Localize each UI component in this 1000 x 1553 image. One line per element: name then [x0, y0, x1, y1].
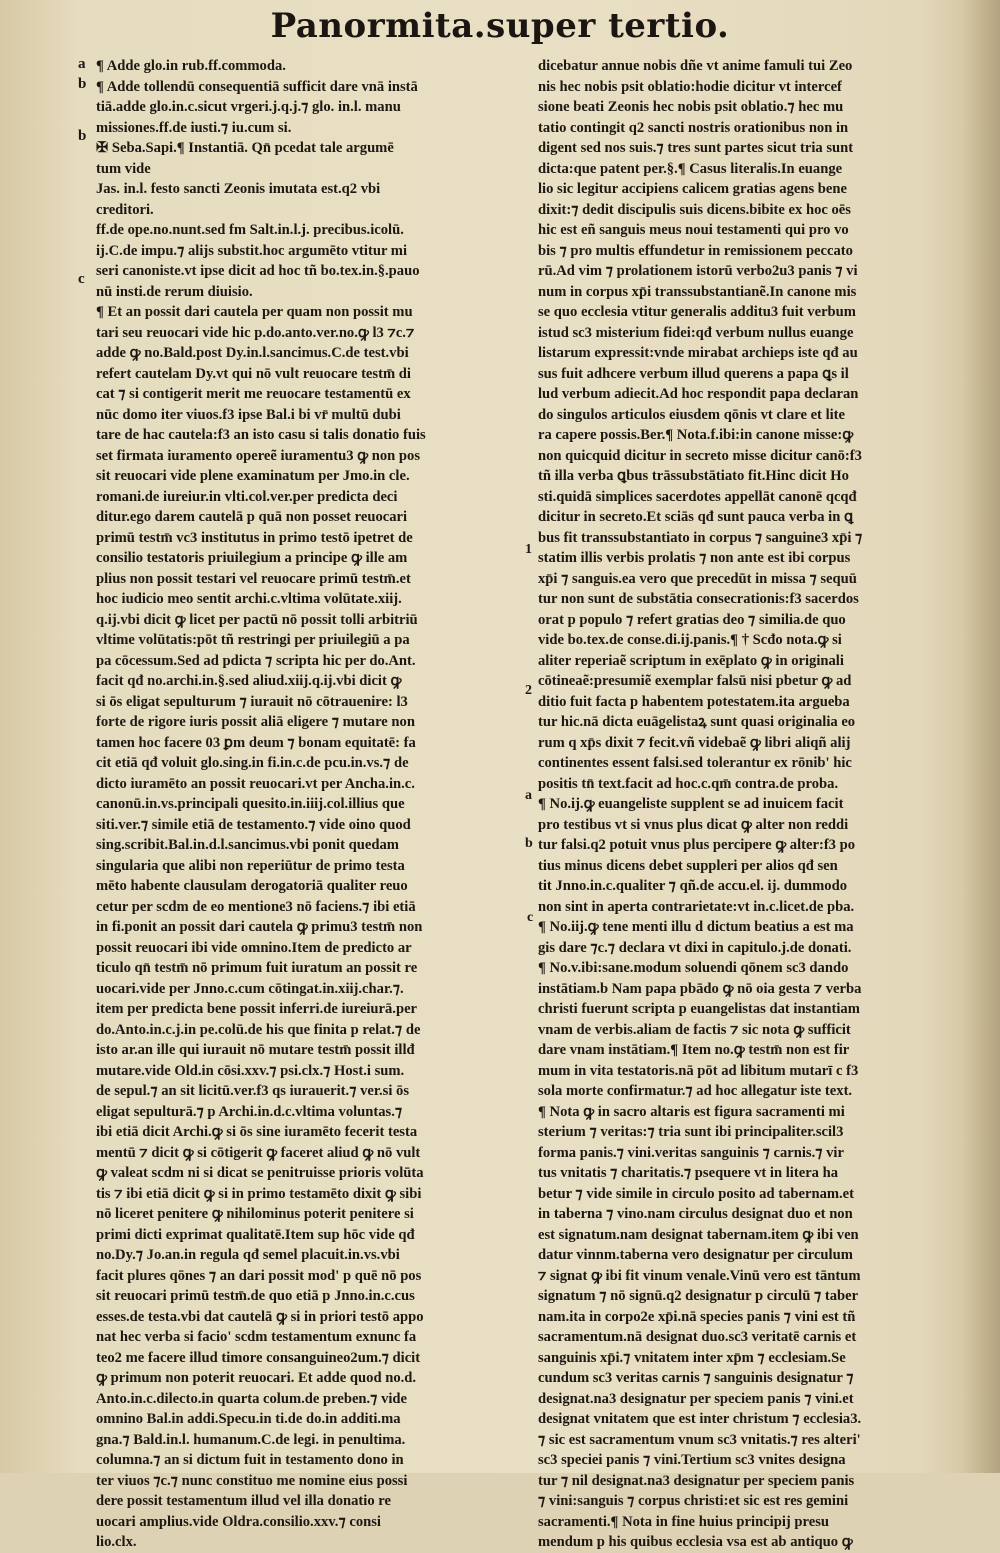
text-line: ditur.ego darem cautelā p quā non posset reuocari	[96, 509, 408, 525]
inner-mark-c: c	[527, 910, 534, 925]
text-line: dixit:⁊ dedit discipulis suis dicens.bibite ex hoc oēs	[538, 201, 851, 218]
text-line: ¶ No.iij.ꝙ tene menti illu d dictum beatius a est ma	[538, 919, 854, 935]
text-line: singularia que alibi non reperiūtur de primo testa	[96, 857, 405, 874]
text-line: sacramenti.¶ Nota in fine huius principij presu	[538, 1513, 829, 1530]
text-line: ij.C.de impu.⁊ alijs substit.hoc argumēto vtitur mi	[96, 242, 408, 259]
text-line: ra capere possis.Ber.¶ Nota.f.ibi:in canone misse:ꝙ	[538, 427, 854, 443]
text-line: non quicquid dicitur in secreto misse dicitur canō:f3	[538, 447, 862, 464]
text-line: teo2 me facere illud timore consanguineo2um.⁊ dicit	[96, 1349, 421, 1366]
inner-mark-a: a	[525, 788, 532, 803]
text-line: esses.de testa.vbi dat cautelā ꝙ si in priori testō appo	[96, 1308, 424, 1325]
text-line: canonū.in.vs.principali quesito.in.iiij.col.illius que	[96, 796, 405, 812]
text-line: non sint in aperta contrarietate:vt in.c.licet.de pba.	[538, 898, 855, 915]
text-line: ter viuos ⁊c.⁊ nunc constituo me nomine eius possi	[96, 1472, 408, 1489]
text-line: vnam de verbis.aliam de factis ⁊ sic nota ꝙ sufficit	[538, 1021, 851, 1038]
text-line: se quo ecclesia vtitur generalis additu3 fuit verbum	[538, 304, 856, 320]
text-line: hoc iudicio meo sentit archi.c.vltima volūtate.xiij.	[96, 591, 402, 607]
right-text-column	[538, 56, 946, 1553]
text-line: nō liceret penitere ꝙ nihilominus poterit penitere si	[96, 1206, 414, 1222]
text-line: ibi etiā dicit Archi.ꝙ si ōs sine iuramēto fecerit testa	[96, 1124, 418, 1140]
text-line: ⁊ sic est sacramentum vnum sc3 vnitatis.⁊ res alteri'	[538, 1431, 861, 1448]
text-line: xp̄i ⁊ sanguis.ea vero que precedūt in missa ⁊ sequū	[538, 570, 857, 587]
text-line: betur ⁊ vide simile in circulo posito ad tabernam.et	[538, 1185, 855, 1202]
text-line: datur vinnm.taberna vero designatur per circulum	[538, 1247, 853, 1263]
text-line: tiā.adde glo.in.c.sicut vrgeri.j.q.j.⁊ glo. in.l. manu	[96, 99, 401, 115]
text-line: cat ⁊ si contigerit merit me reuocare testamentū ex	[96, 386, 411, 402]
text-line: aliter reperiaẽ scriptum in exēplato ꝙ in originali	[538, 652, 844, 669]
margin-mark-b: b	[78, 76, 87, 92]
text-line: de sepul.⁊ an sit licitū.ver.f3 qs iurauerit.⁊ ver.si ōs	[96, 1083, 410, 1099]
text-line: cōtineaẽ:presumiẽ exemplar falsū nisi pbetur ꝙ ad	[538, 673, 852, 689]
text-line: forte de rigore iuris possit aliā eligere ⁊ mutare non	[96, 714, 415, 730]
text-line: adde ꝙ no.Bald.post Dy.in.l.sancimus.C.de test.vbi	[96, 345, 409, 361]
text-line: uocari.vide per Jnno.c.cum cōtingat.in.xiij.char.⁊.	[96, 980, 404, 997]
text-line: do.Anto.in.c.j.in pe.colū.de his que finita p relat.⁊ de	[96, 1021, 421, 1038]
text-line: num in corpus xp̄i transsubstantianẽ.In canone mis	[538, 283, 857, 300]
text-line: q.ij.vbi dicit ꝙ licet per pactū nō possit tolli arbitriū	[96, 611, 418, 628]
text-line: lud verbum adiecit.Ad hoc respondit papa declaran	[538, 386, 859, 402]
text-line: seri canoniste.vt ipse dicit ad hoc tñ bo.tex.in.§.pauo	[96, 263, 420, 279]
text-line: sione beati Zeonis hec nobis psit oblatio.⁊ hec mu	[538, 99, 844, 115]
text-line: facit plures qōnes ⁊ an dari possit mod' p quē nō pos	[96, 1267, 422, 1284]
text-line: tur non sunt de substātia consecrationis:f3 sacerdos	[538, 591, 859, 607]
text-line: ¶ No.ij.ꝙ euangeliste supplent se ad inuicem facit	[538, 796, 844, 812]
text-line: signatum ⁊ nō signū.q2 designatur p circulū ⁊ taber	[538, 1288, 859, 1304]
text-line: ⁊ signat ꝙ ibi fit vinum venale.Vinū vero est tāntum	[538, 1267, 861, 1284]
text-line: mentū ⁊ dicit ꝙ si cōtigerit ꝙ faceret aliud ꝙ nō vult	[96, 1144, 421, 1161]
text-line: gis dare ⁊c.⁊ declara vt dixi in capitulo.j.de donati.	[538, 939, 852, 956]
text-line: item per predicta bene possit inferri.de iureiurā.per	[96, 1001, 418, 1017]
text-line: Anto.in.c.dilecto.in quarta colum.de preben.⁊ vide	[96, 1390, 408, 1407]
left-margin-marks	[0, 56, 96, 756]
text-line: bus fit transsubstantiato in corpus ⁊ sanguine3 xp̄i ⁊	[538, 529, 863, 546]
text-line: istud sc3 misterium fidei:qđ verbum nullus euange	[538, 324, 854, 341]
text-line: designat vnitatem que est inter christum ⁊ ecclesia3.	[538, 1411, 862, 1427]
text-line: sit reuocari vide plene examinatum per Jmo.in cle.	[96, 468, 410, 484]
text-line: possit reuocari ibi vide omnino.Item de predicto ar	[96, 939, 412, 956]
text-line: cetur per scdm de eo mentione3 nō faciens.⁊ ibi etiā	[96, 898, 416, 915]
text-line: tur ⁊ nil designat.na3 designatur per speciem panis	[538, 1472, 855, 1489]
text-line: instātiam.b Nam papa pbādo ꝙ nō oia gesta ⁊ verba	[538, 980, 862, 997]
inner-mark-b: b	[525, 836, 533, 851]
text-line: Jas. in.l. festo sancti Zeonis imutata est.q2 vbi	[96, 181, 381, 197]
margin-mark-a: a	[78, 56, 86, 72]
text-line: plius non possit testari vel reuocare primū testm̄.et	[96, 570, 411, 587]
text-line: sola morte confirmatur.⁊ ad hoc allegatur iste text.	[538, 1083, 853, 1099]
text-line: designat.na3 designatur per speciem panis ⁊ vini.et	[538, 1390, 854, 1407]
text-line: si ōs eligat sepulturum ⁊ iurauit nō cōtrauenire: l3	[96, 693, 408, 710]
inner-mark-2: 2	[525, 683, 532, 698]
text-line: sacramentum.nā designat duo.sc3 veritatē carnis et	[538, 1329, 857, 1345]
text-line: tare de hac cautela:f3 an isto casu si talis donatio fuis	[96, 427, 426, 443]
text-line: consilio testatoris priuilegium a principe ꝙ ille am	[96, 550, 408, 566]
text-line: tamen hoc facere 03 ꝑm deum ⁊ bonam equitatē: fa	[96, 734, 416, 751]
text-line: gna.⁊ Bald.in.l. humanum.C.de legi. in penultima.	[96, 1431, 406, 1448]
text-line: dicebatur annue nobis dñe vt anime famuli tui Zeo	[538, 58, 853, 74]
text-line: isto ar.an ille qui iurauit nō mutare testm̄ possit illđ	[96, 1042, 415, 1058]
text-line: tum vide	[96, 160, 151, 177]
text-line: missiones.ff.de iusti.⁊ iu.cum si.	[96, 119, 292, 136]
text-line: vide bo.tex.de conse.di.ij.panis.¶ † Scđo nota.ꝙ si	[538, 632, 842, 648]
text-line: listarum expressit:vnde mirabat archieps iste qđ au	[538, 345, 858, 361]
text-line: dare vnam instātiam.¶ Item no.ꝙ testm̄ non est fir	[538, 1042, 850, 1058]
text-line: tit Jnno.in.c.qualiter ⁊ qñ.de accu.el. ij. dummodo	[538, 878, 848, 894]
text-line: ¶ Adde glo.in rub.ff.commoda.	[96, 58, 286, 74]
text-line: ticulo qn̄ testm̄ nō primum fuit iuratum an possit re	[96, 960, 418, 976]
text-line: pro testibus vt si vnus plus dicat ꝙ alter non reddi	[538, 816, 849, 833]
text-line: no.Dy.⁊ Jo.an.in regula qđ semel placuit.in.vs.vbi	[96, 1247, 400, 1263]
text-line: mēto habente clausulam derogatoriā qualiter reuo	[96, 878, 408, 894]
text-line: in taberna ⁊ vino.nam circulus designat duo et non	[538, 1206, 853, 1222]
text-line: ⁊ vini:sanguis ⁊ corpus christi:et sic est res gemini	[538, 1493, 849, 1509]
running-head: Panormita.super tertio.	[270, 6, 730, 46]
text-line: ¶ Nota ꝙ in sacro altaris est figura sacramenti mi	[538, 1103, 845, 1120]
left-text-column	[96, 56, 518, 1553]
text-line: orat p populo ⁊ refert gratias deo ⁊ similia.de quo	[538, 611, 846, 628]
text-line: forma panis.⁊ vini.veritas sanguinis ⁊ carnis.⁊ vir	[538, 1144, 844, 1161]
text-line: omnino Bal.in addi.Specu.in ti.de do.in additi.ma	[96, 1411, 401, 1427]
text-line: dere possit testamentum illud vel illa donatio re	[96, 1493, 391, 1509]
text-line: refert cautelam Dy.vt qui nō vult reuocare testm̄ di	[96, 365, 411, 382]
text-line: nū insti.de rerum diuisio.	[96, 283, 253, 300]
text-line: sc3 speciei panis ⁊ vini.Tertium sc3 vnites designa	[538, 1452, 846, 1468]
inner-mark-1: 1	[525, 542, 532, 557]
text-line: sit reuocari primū testm̄.de quo etiā p Jnno.in.c.cus	[96, 1288, 415, 1304]
text-line: facit qđ no.archi.in.§.sed aliud.xiij.q.ij.vbi dicit ꝙ	[96, 673, 402, 689]
text-line: christi fuerunt scripta p euangelistas dat instantiam	[538, 1001, 860, 1017]
text-line: vltime volūtatis:pōt tñ restringi per priuilegiū a pa	[96, 632, 410, 648]
text-line: sus fuit adhcere verbum illud querens a papa ꝗs il	[538, 365, 849, 382]
text-line: ditio fuit facta p habentem potestatem.ita argueba	[538, 693, 850, 710]
text-line: sterium ⁊ veritas:⁊ tria sunt ibi principaliter.scil3	[538, 1124, 844, 1140]
text-line: dicta:que patent per.§.¶ Casus literalis.In euange	[538, 160, 843, 177]
text-line: sing.scribit.Bal.in.d.l.sancimus.vbi ponit quedam	[96, 837, 399, 853]
margin-mark-b-second: b	[78, 128, 87, 144]
text-line: tur hic.nā dicta euāgelistaꝝ sunt quasi originalia eo	[538, 714, 856, 730]
text-line: digent sed nos suis.⁊ tres sunt partes sicut tria sunt	[538, 140, 854, 156]
text-line: dicitur in secreto.Et sciās qđ sunt pauca verba in ꝗ	[538, 509, 854, 525]
text-line: lio.clx.	[96, 1534, 137, 1550]
text-line: mutare.vide Old.in cōsi.xxv.⁊ psi.clx.⁊ Host.i sum.	[96, 1062, 405, 1079]
text-line: tatio contingit q2 sancti nostris orationibus non in	[538, 119, 849, 136]
text-line: lio sic legitur accipiens calicem gratias agens bene	[538, 181, 847, 197]
text-line: ¶ No.v.ibi:sane.modum soluendi qōnem sc3 dando	[538, 960, 849, 976]
text-line: in fi.ponit an possit dari cautela ꝙ primu3 testm̄ non	[96, 919, 423, 935]
text-line: creditori.	[96, 201, 154, 218]
text-line: primi dicti exprimat qualitatē.Item sup hōc vide qđ	[96, 1226, 415, 1243]
margin-mark-c: c	[78, 271, 85, 287]
text-line: ¶ Adde tollendū consequentiā sufficit dare vnā instā	[96, 78, 418, 95]
text-line: nat hec verba si facio' scdm testamentum exnunc fa	[96, 1329, 417, 1345]
text-line: mendum p his quibus ecclesia vsa est ab antiquo ꝙ	[538, 1534, 853, 1550]
text-line: continentes essent falsi.sed tolerantur ex rōnib' hic	[538, 755, 852, 771]
text-line: nam.ita in corpo2e xp̄i.nā species panis ⁊ vini est tñ	[538, 1308, 856, 1325]
text-line: ff.de ope.no.nunt.sed fm Salt.in.l.j. precibus.icolū.	[96, 222, 404, 238]
text-line: tari seu reuocari vide hic p.do.anto.ver.no.ꝙ l3 ⁊c.⁊	[96, 324, 415, 341]
text-line: ✠ Seba.Sapi.¶ Instantiā. Qn̄ pcedat tale argumē	[96, 140, 394, 156]
text-line: ꝙ primum non poterit reuocari. Et adde quod no.d.	[96, 1370, 417, 1386]
text-line: positis tn̄ text.facit ad hoc.c.qm̄ contra.de proba.	[538, 775, 839, 792]
text-line: tñ illa verba ꝗbus trāssubstātiato fit.Hinc dicit Ho	[538, 468, 849, 484]
text-line: rum q xp̄s dixit ⁊ fecit.vñ videbaẽ ꝙ libri aliqñ alij	[538, 734, 851, 751]
text-line: eligat sepulturā.⁊ p Archi.in.d.c.vltima voluntas.⁊	[96, 1103, 403, 1120]
text-line: uocari amplius.vide Oldra.consilio.xxv.⁊ consi	[96, 1513, 381, 1530]
text-line: cundum sc3 veritas carnis ⁊ sanguinis designatur ⁊	[538, 1370, 854, 1386]
text-line: do singulos articulos eiusdem qōnis vt clare et lite	[538, 406, 846, 423]
text-line: nūc domo iter viuos.f3 ipse Bal.i bi vr̄ multū dubi	[96, 406, 401, 423]
text-line: columna.⁊ an si dictum fuit in testamento dono in	[96, 1452, 404, 1468]
text-line: cit etiā qđ voluit glo.sing.in fi.in.c.de pcu.in.vs.⁊ de	[96, 755, 409, 771]
text-line: tus vnitatis ⁊ charitatis.⁊ psequere vt in litera ha	[538, 1165, 839, 1181]
text-line: tius minus dicens debet suppleri per alios qđ sen	[538, 857, 838, 874]
text-line: romani.de iureiur.in vlti.col.ver.per predicta deci	[96, 488, 398, 505]
text-line: rū.Ad vim ⁊ prolationem istorū verbo2u3 panis ⁊ vi	[538, 263, 858, 279]
text-line: pa cōcessum.Sed ad pdicta ⁊ scripta hic per do.Ant.	[96, 652, 416, 669]
text-line: sanguinis xp̄i.⁊ vnitatem inter xp̄m ⁊ ecclesiam.Se	[538, 1349, 846, 1366]
text-line: primū testm̄ vc3 institutus in primo testō ipetret de	[96, 529, 413, 546]
text-line: hic est eñ sanguis meus noui testamenti qui pro vo	[538, 222, 849, 238]
text-line: statim illis verbis prolatis ⁊ non ante est ibi corpus	[538, 550, 851, 566]
text-line: ¶ Et an possit dari cautela per quam non possit mu	[96, 304, 413, 320]
text-line: bis ⁊ pro multis effundetur in remissionem peccato	[538, 242, 853, 259]
text-line: tur falsi.q2 potuit vnus plus percipere ꝙ alter:f3 po	[538, 837, 856, 853]
text-line: nis hec nobis psit oblatio:hodie dicitur vt intercef	[538, 78, 842, 95]
text-line: est signatum.nam designat tabernam.item ꝙ ibi ven	[538, 1226, 859, 1243]
text-line: sti.quidā simplices sacerdotes appellāt canonē qcqđ	[538, 488, 857, 505]
text-line: siti.ver.⁊ simile etiā de testamento.⁊ vide oino quod	[96, 816, 411, 833]
text-line: mum in vita testatoris.nā pōt ad libitum mutarī c f3	[538, 1062, 859, 1079]
text-line: set firmata iuramento opereẽ iuramentu3 ꝙ non pos	[96, 447, 421, 464]
text-line: tis ⁊ ibi etiā dicit ꝙ si in primo testamēto dixit ꝙ sibi	[96, 1185, 422, 1202]
text-line: dicto iuramēto an possit reuocari.vt per Ancha.in.c.	[96, 775, 415, 792]
text-line: ꝙ valeat scdm ni si dicat se penitruisse prioris volūta	[96, 1165, 424, 1181]
